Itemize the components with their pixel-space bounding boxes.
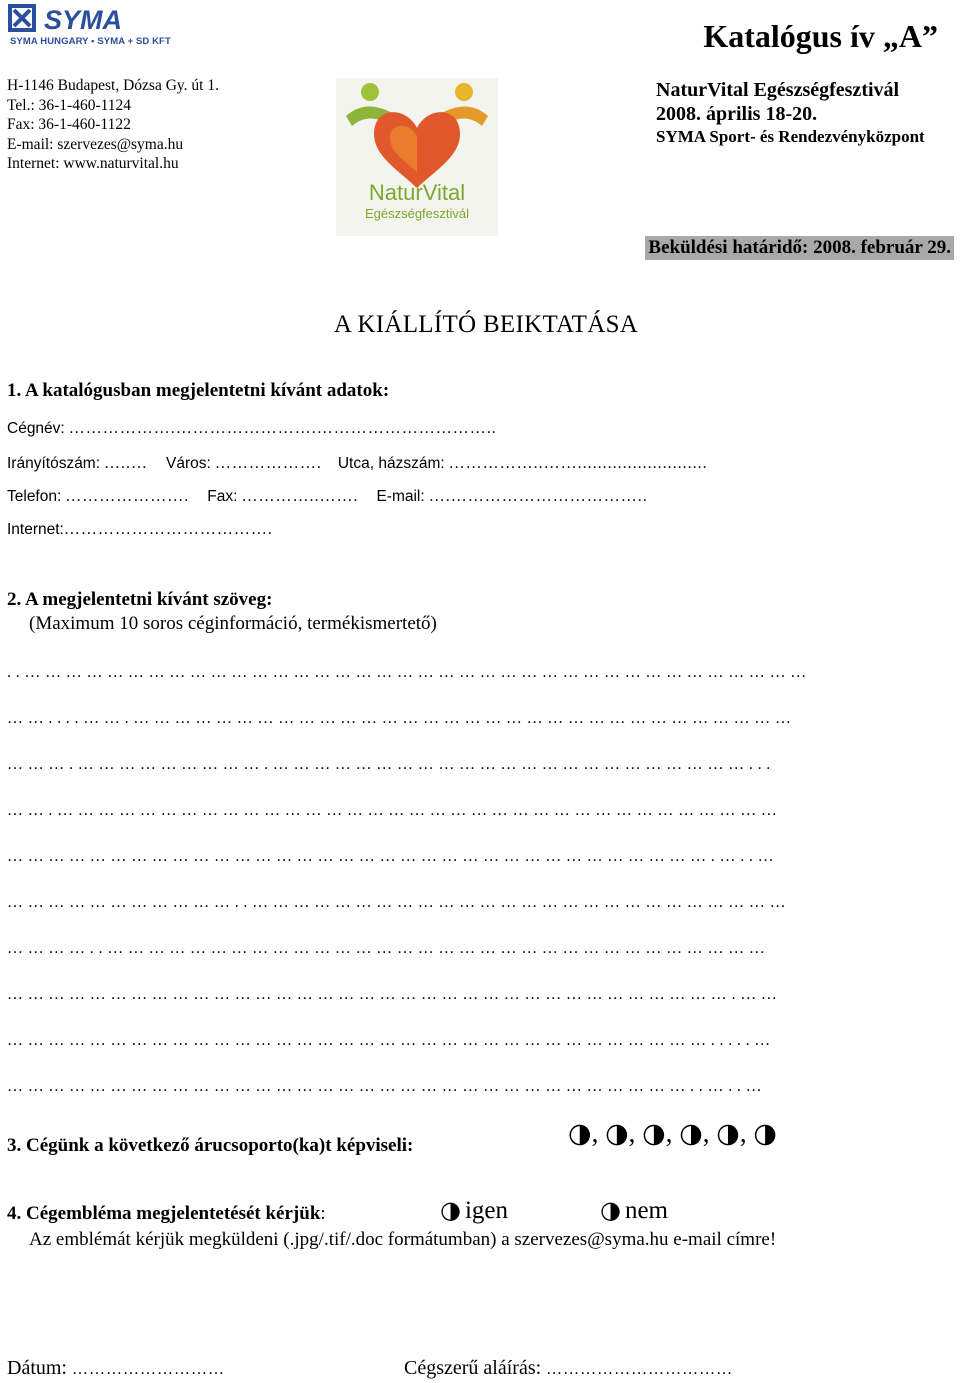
section4-heading-text: 4. Cégembléma megjelentetését kérjük: [7, 1203, 321, 1224]
email-label: E-mail:: [376, 488, 425, 505]
product-group-option-3[interactable]: ◑: [642, 1118, 666, 1149]
radio-yes-icon: ◑: [440, 1196, 461, 1224]
email-field[interactable]: [376, 488, 647, 505]
signature-label: Cégszerű aláírás:: [404, 1357, 542, 1379]
product-group-option-6[interactable]: ◑: [753, 1118, 777, 1149]
date-field[interactable]: [7, 1357, 225, 1380]
text-line-5[interactable]: ………………………………………………………………………………………….…..…: [7, 848, 779, 865]
syma-logo-icon: [8, 4, 168, 38]
internet-field[interactable]: [7, 521, 273, 539]
phone-dots: ………………….: [65, 488, 190, 505]
logo-no-option[interactable]: [600, 1196, 668, 1225]
signature-field[interactable]: [404, 1357, 733, 1380]
form-main-title: A KIÁLLÍTÓ BEIKTATÁSA: [333, 311, 639, 338]
event-venue: SYMA Sport- és Rendezvényközpont: [656, 127, 925, 146]
text-line-4[interactable]: …….……………………………………………………………………………………………: [7, 802, 782, 819]
zip-label: Irányítószám:: [7, 455, 101, 472]
heart-people-icon: [336, 78, 498, 236]
contact-address: H-1146 Budapest, Dózsa Gy. út 1.: [7, 77, 219, 94]
contact-row: [7, 488, 648, 506]
logo-yes-option[interactable]: [440, 1196, 508, 1225]
street-label: Utca, házszám:: [337, 455, 445, 472]
text-line-2[interactable]: ……....…….……………………………………………………………………………………: [7, 710, 796, 727]
text-line-3[interactable]: ……….……………………….……………………………………………………………...: [7, 756, 775, 773]
company-label: Cégnév:: [7, 420, 65, 437]
street-dots: ……………..……..........................: [448, 455, 708, 472]
contact-email: E-mail: szervezes@syma.hu: [7, 135, 184, 153]
address-row: [7, 455, 708, 473]
fax-label: Fax:: [207, 488, 238, 505]
section1-heading: 1. A katalógusban megjelentetni kívánt adatok:: [7, 380, 390, 401]
section2-note: (Maximum 10 soros céginformáció, termékismertető): [29, 613, 437, 634]
text-line-8[interactable]: …………………………………………………………………………………………….……: [7, 986, 782, 1003]
section4-heading: [7, 1203, 326, 1225]
signature-dots: ……………………………: [546, 1361, 734, 1378]
syma-tagline: SYMA HUNGARY • SYMA + SD KFT: [10, 36, 171, 47]
email-dots: ….……………………………..: [428, 488, 648, 505]
product-group-options: ◑, ◑, ◑, ◑, ◑, ◑: [568, 1118, 777, 1149]
fax-dots: …………..…….: [241, 488, 359, 505]
zip-dots: …..…: [104, 455, 149, 472]
contact-block: [7, 76, 219, 174]
company-field[interactable]: [7, 420, 497, 438]
deadline-banner: Beküldési határidő: 2008. február 29.: [645, 236, 954, 260]
logo-no-label: nem: [624, 1197, 668, 1224]
naturvital-logo: [336, 78, 498, 236]
product-group-option-1[interactable]: ◑: [568, 1118, 592, 1149]
fax-field[interactable]: [207, 488, 362, 505]
product-group-option-2[interactable]: ◑: [605, 1118, 629, 1149]
contact-fax: Fax: 36-1-460-1122: [7, 116, 131, 133]
section4-note: Az emblémát kérjük megküldeni (.jpg/.tif/.doc formátumban) a szervezes@syma.hu e-mail címre!: [29, 1229, 777, 1250]
phone-label: Telefon:: [7, 488, 62, 505]
internet-dots: ……………………………….: [63, 521, 273, 538]
company-dots: ……………….…………………….…………………………..: [68, 420, 497, 437]
phone-field[interactable]: [7, 488, 193, 505]
text-line-10[interactable]: ………………………………………………………………………………………..…..…: [7, 1078, 767, 1095]
text-line-9[interactable]: ………………………………………………………………………………………….....…: [7, 1032, 775, 1049]
event-name: NaturVital Egészségfesztivál: [656, 79, 900, 101]
page-title: Katalógus ív „A”: [703, 18, 938, 54]
contact-website: Internet: www.naturvital.hu: [7, 155, 179, 172]
event-date: 2008. április 18-20.: [656, 103, 818, 125]
product-group-option-4[interactable]: ◑: [679, 1118, 703, 1149]
logo-yes-label: igen: [464, 1197, 508, 1224]
city-label: Város:: [166, 455, 211, 472]
city-dots: ……………….: [214, 455, 322, 472]
street-field[interactable]: [338, 455, 708, 472]
date-label: Dátum:: [7, 1357, 67, 1379]
section2-heading: 2. A megjelentetni kívánt szöveg:: [7, 589, 273, 610]
text-line-1[interactable]: ..……………………………………………………………………………………………………: [7, 664, 811, 681]
section4-heading-colon: :: [320, 1203, 326, 1224]
event-info: [656, 78, 925, 148]
section3-heading: 3. Cégünk a következő árucsoporto(ka)t képviseli:: [7, 1135, 414, 1156]
internet-label: Internet:: [7, 521, 64, 538]
zip-field[interactable]: [7, 455, 152, 472]
radio-no-icon: ◑: [600, 1196, 621, 1224]
text-line-7[interactable]: …………..……………………………………………………………………………………: [7, 940, 770, 957]
naturvital-logo-text: NaturVital: [368, 180, 466, 205]
product-group-option-5[interactable]: ◑: [716, 1118, 740, 1149]
naturvital-logo-subtext: Egészségfesztivál: [364, 206, 470, 221]
syma-logo-text: SYMA: [44, 5, 123, 35]
date-dots: ………………………: [72, 1361, 225, 1378]
text-line-6[interactable]: ……………………………..……………………………………………………………………: [7, 894, 791, 911]
contact-phone: Tel.: 36-1-460-1124: [7, 96, 132, 114]
city-field[interactable]: [166, 455, 326, 472]
